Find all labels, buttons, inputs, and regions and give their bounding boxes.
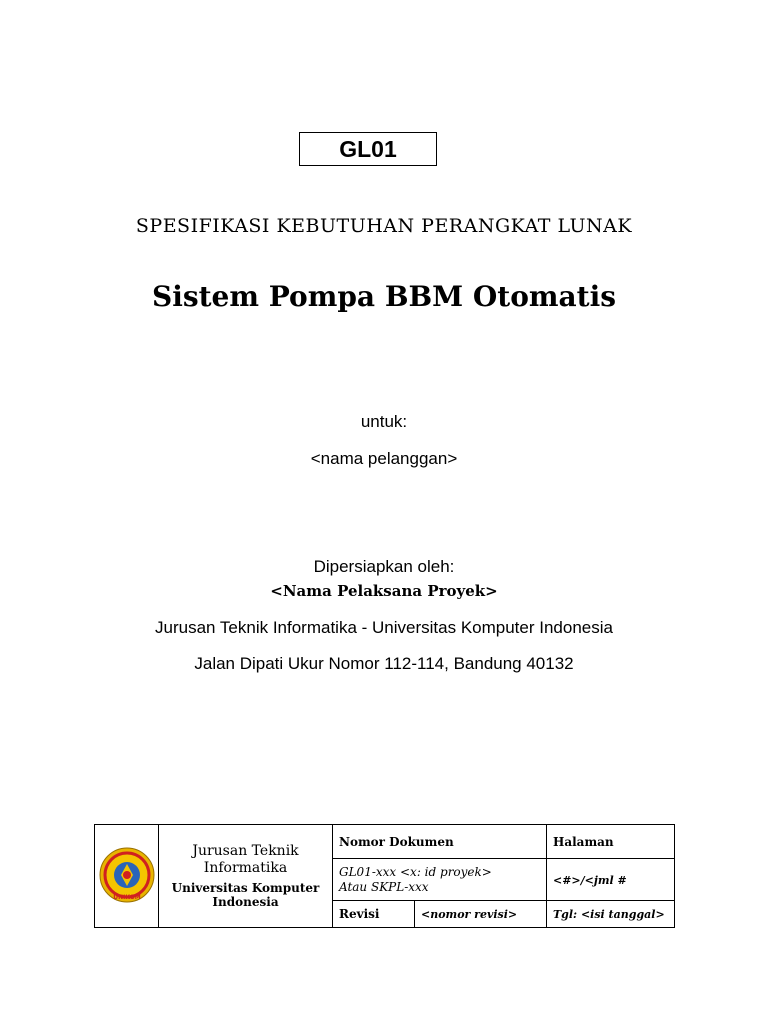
doc-number-label: Nomor Dokumen — [339, 834, 454, 849]
department-cell — [159, 825, 333, 928]
revision-label: Revisi — [339, 907, 380, 921]
revision-value: <nomor revisi> — [421, 908, 518, 921]
footer-university-line1: Universitas Komputer — [171, 881, 320, 895]
footer-department-line2: Informatika — [203, 860, 288, 876]
page-label: Halaman — [553, 834, 614, 849]
date-value-cell — [547, 901, 675, 928]
document-title: Sistem Pompa BBM Otomatis — [152, 280, 616, 313]
doc-number-line1: GL01-xxx <x: id proyek> — [339, 864, 492, 879]
doc-number-value-cell — [333, 859, 547, 901]
footer-department-line1: Jurusan Teknik — [192, 843, 299, 859]
document-code-box — [299, 132, 437, 166]
page-value: <#>/<jml # — [553, 873, 627, 887]
for-label: untuk: — [360, 412, 408, 431]
doc-number-line2: Atau SKPL-xxx — [339, 879, 429, 894]
department-line: Jurusan Teknik Informatika - Universitas Komputer Indonesia — [155, 618, 613, 637]
unikom-seal-icon — [98, 846, 156, 904]
footer-university-line2: Indonesia — [212, 895, 279, 909]
doc-number-label-cell — [333, 825, 547, 859]
prepared-by-label: Dipersiapkan oleh: — [313, 557, 455, 576]
document-subtitle: SPESIFIKASI KEBUTUHAN PERANGKAT LUNAK — [135, 215, 633, 237]
executor-placeholder: <Nama Pelaksana Proyek> — [270, 582, 498, 600]
document-footer-table — [94, 824, 675, 928]
customer-placeholder: <nama pelanggan> — [310, 449, 458, 468]
revision-label-cell — [333, 901, 415, 928]
logo-cell — [95, 825, 159, 928]
seal-text: UNIKOM — [112, 893, 141, 901]
page-value-cell — [547, 859, 675, 901]
document-code: GL01 — [339, 135, 397, 162]
date-value: Tgl: <isi tanggal> — [553, 908, 665, 921]
revision-value-cell — [415, 901, 547, 928]
address-line: Jalan Dipati Ukur Nomor 112-114, Bandung 40132 — [194, 654, 574, 673]
page-label-cell — [547, 825, 675, 859]
